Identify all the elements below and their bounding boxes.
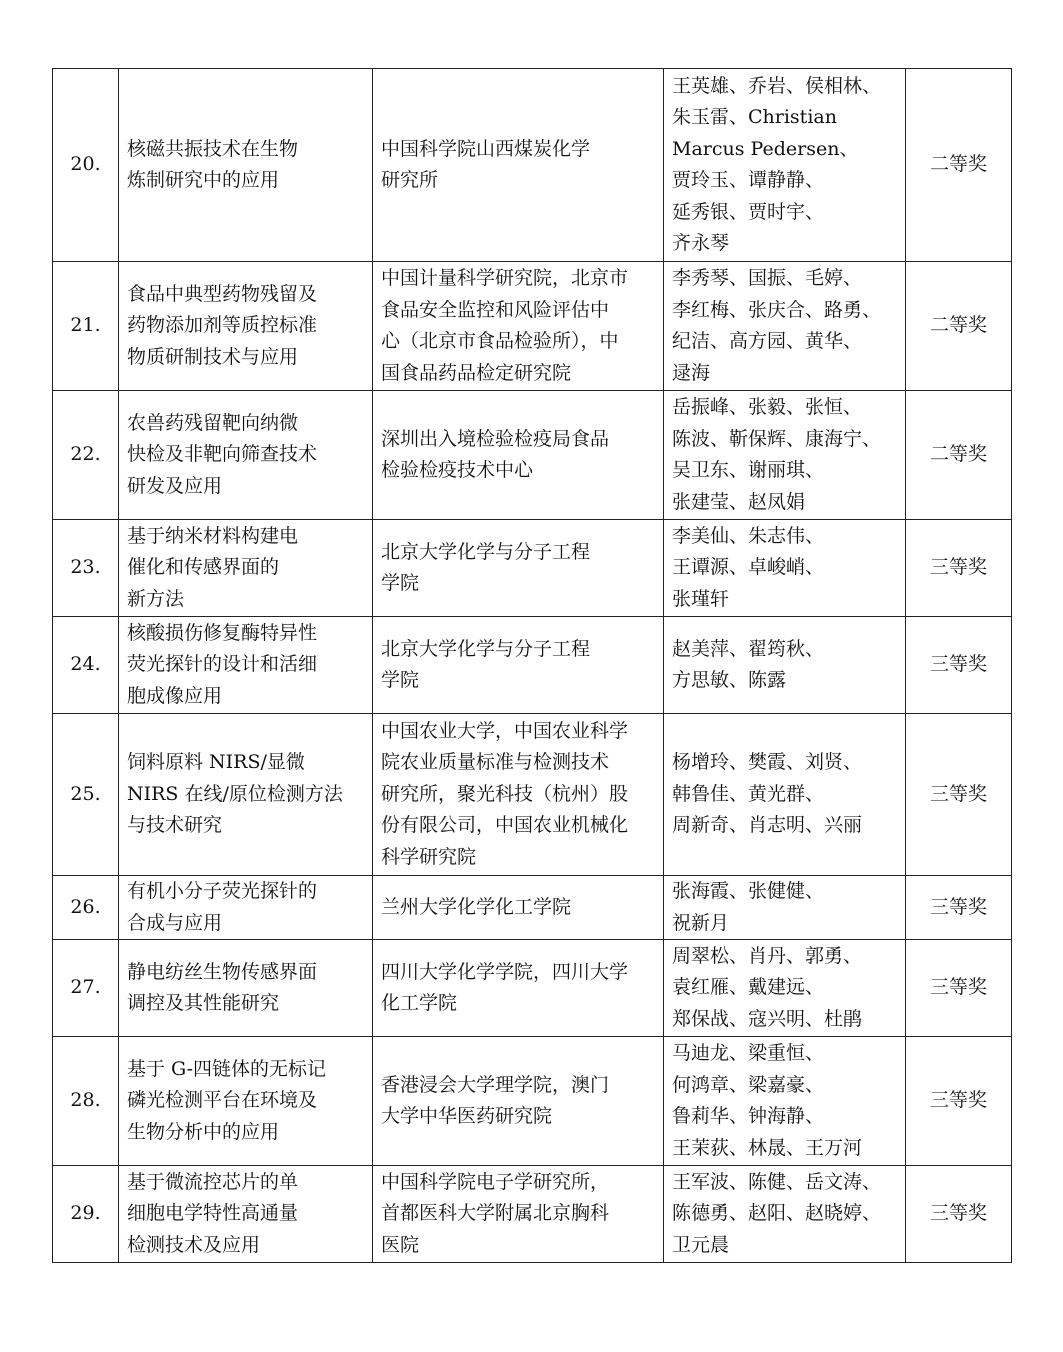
institution [373,940,664,1037]
project-title [119,714,373,876]
institution [373,876,664,940]
project-title-line: 有机小分子荧光探针的 [127,880,318,902]
institution-line: 医院 [381,1233,420,1256]
institution-line: 国食品药品检定研究院 [381,361,572,384]
project-title-line: 炼制研究中的应用 [127,169,280,191]
award-level: 三等奖 [906,1166,1012,1263]
institution-line: 香港浸会大学理学院，澳门 [381,1073,610,1096]
project-title [119,1037,373,1166]
project-title-line: 药物添加剂等质控标准 [127,314,318,337]
participants-line: 张建莹、赵凤娟 [672,490,806,513]
institution-line: 中国科学院电子学研究所， [381,1170,610,1193]
participants-line: 王英雄、乔岩、侯相林、 [672,74,882,97]
project-title-line: 研发及应用 [127,474,223,497]
participants-line: 张海霞、张健健、 [672,880,825,902]
participants [664,391,906,520]
project-title-line: 与技术研究 [127,814,223,837]
participants-line: 吴卫东、谢丽琪、 [672,459,825,481]
participants-line: 王军波、陈健、岳文涛、 [672,1170,882,1193]
project-title [119,876,373,940]
institution-line: 北京大学化学与分子工程 [381,637,591,660]
institution [373,262,664,391]
participants [664,940,906,1037]
project-title-line: 核酸损伤修复酶特异性 [127,621,318,644]
participants-line: 贾玲玉、谭静静、 [672,169,825,191]
participants-line: 郑保战、寇兴明、杜鹃 [672,1007,863,1030]
project-title-line: 饲料原料 NIRS/显微 [127,751,305,774]
project-title-line: 食品中典型药物残留及 [127,282,318,305]
row-number: 21. [53,262,119,391]
award-level: 三等奖 [906,520,1012,617]
project-title [119,391,373,520]
institution-line: 食品安全监控和风险评估中 [381,298,610,321]
project-title-line: 基于微流控芯片的单 [127,1170,299,1193]
project-title-line: 生物分析中的应用 [127,1120,280,1143]
participants [664,69,906,262]
table-row [53,262,1012,391]
project-title-line: 检测技术及应用 [127,1233,261,1256]
project-title-line: 催化和传感界面的 [127,556,280,579]
institution-line: 中国计量科学研究院，北京市 [381,267,629,289]
project-title [119,617,373,714]
row-number: 29. [53,1166,119,1263]
table-row [53,69,1012,262]
award-level: 三等奖 [906,617,1012,714]
table-row [53,940,1012,1037]
award-level: 三等奖 [906,876,1012,940]
institution-line: 研究所，聚光科技（杭州）股 [381,782,629,805]
table-row [53,1166,1012,1263]
institution-line: 检验检疫技术中心 [381,459,534,481]
institution-line: 研究所 [381,169,439,191]
project-title-line: 胞成像应用 [127,684,223,707]
institution [373,520,664,617]
institution-line: 深圳出入境检验检疫局食品 [381,427,610,450]
participants-line: Marcus Pedersen、 [672,137,859,160]
row-number: 25. [53,714,119,876]
participants [664,876,906,940]
participants-line: 陈德勇、赵阳、赵晓婷、 [672,1202,882,1225]
project-title-line: 基于 G-四链体的无标记 [127,1057,326,1080]
project-title [119,262,373,391]
table-row [53,520,1012,617]
institution-line: 心（北京市食品检验所），中 [381,330,619,352]
participants-line: 纪洁、高方园、黄华、 [672,330,863,352]
project-title-line: 磷光检测平台在环境及 [127,1089,318,1112]
table-row [53,714,1012,876]
participants-line: 赵美萍、翟筠秋、 [672,637,825,660]
participants-line: 方思敏、陈露 [672,669,787,691]
row-number: 24. [53,617,119,714]
participants-line: 杨增玲、樊霞、刘贤、 [672,751,863,774]
row-number: 22. [53,391,119,520]
table-row [53,876,1012,940]
participants [664,617,906,714]
participants [664,1166,906,1263]
participants-line: 马迪龙、梁重恒、 [672,1042,825,1064]
project-title [119,1166,373,1263]
project-title-line: 新方法 [127,587,185,610]
row-number: 20. [53,69,119,262]
table-row [53,1037,1012,1166]
participants-line: 岳振峰、张毅、张恒、 [672,396,863,418]
institution [373,391,664,520]
institution-line: 中国农业大学，中国农业科学 [381,719,629,742]
project-title-line: 荧光探针的设计和活细 [127,653,318,676]
project-title-line: 合成与应用 [127,911,223,934]
participants-line: 王谭源、卓峻峭、 [672,556,825,579]
institution-line: 学院 [381,572,420,594]
institution-line: 北京大学化学与分子工程 [381,540,591,563]
table-row [53,391,1012,520]
award-level: 二等奖 [906,262,1012,391]
institution-line: 大学中华医药研究院 [381,1105,553,1127]
project-title-line: 调控及其性能研究 [127,992,280,1014]
institution [373,714,664,876]
institution-line: 化工学院 [381,992,458,1014]
institution-line: 科学研究院 [381,845,477,868]
row-number: 27. [53,940,119,1037]
award-level: 二等奖 [906,69,1012,262]
institution-line: 兰州大学化学化工学院 [381,895,572,918]
participants [664,520,906,617]
project-title-line: 静电纺丝生物传感界面 [127,960,318,983]
award-level: 三等奖 [906,1037,1012,1166]
project-title [119,69,373,262]
row-number: 23. [53,520,119,617]
participants-line: 陈波、靳保辉、康海宁、 [672,427,882,450]
participants-line: 周新奇、肖志明、兴丽 [672,814,863,837]
participants-line: 鲁莉华、钟海静、 [672,1105,825,1127]
participants [664,1037,906,1166]
institution-line: 学院 [381,669,420,691]
institution [373,617,664,714]
institution-line: 首都医科大学附属北京胸科 [381,1202,610,1225]
award-level: 二等奖 [906,391,1012,520]
participants-line: 逯海 [672,361,711,384]
project-title-line: 细胞电学特性高通量 [127,1202,299,1225]
institution-line: 四川大学化学学院，四川大学 [381,960,629,983]
awards-table-body [53,69,1012,1263]
award-level: 三等奖 [906,714,1012,876]
project-title-line: 核磁共振技术在生物 [127,137,299,160]
institution [373,69,664,262]
awards-table [52,68,1012,1263]
participants-line: 李秀琴、国振、毛婷、 [672,267,863,289]
participants-line: 祝新月 [672,911,730,934]
row-number: 26. [53,876,119,940]
institution [373,1166,664,1263]
participants-line: 王茉荻、林晟、王万河 [672,1136,863,1159]
row-number: 28. [53,1037,119,1166]
institution [373,1037,664,1166]
participants-line: 李美仙、朱志伟、 [672,524,825,547]
participants-line: 张瑾轩 [672,587,730,610]
institution-line: 份有限公司，中国农业机械化 [381,814,629,837]
participants-line: 齐永琴 [672,232,730,254]
participants [664,262,906,391]
project-title-line: NIRS 在线/原位检测方法 [127,782,343,805]
participants-line: 袁红雁、戴建远、 [672,976,825,999]
institution-line: 院农业质量标准与检测技术 [381,751,610,774]
project-title-line: 农兽药残留靶向纳微 [127,411,299,434]
project-title-line: 基于纳米材料构建电 [127,524,299,547]
project-title [119,940,373,1037]
participants-line: 李红梅、张庆合、路勇、 [672,298,882,321]
participants-line: 周翠松、肖丹、郭勇、 [672,944,863,967]
table-row [53,617,1012,714]
participants-line: 延秀银、贾时宇、 [672,200,825,223]
institution-line: 中国科学院山西煤炭化学 [381,137,591,160]
participants [664,714,906,876]
participants-line: 韩鲁佳、黄光群、 [672,782,825,805]
award-level: 三等奖 [906,940,1012,1037]
project-title-line: 物质研制技术与应用 [127,345,299,368]
project-title [119,520,373,617]
participants-line: 何鸿章、梁嘉豪、 [672,1073,825,1096]
participants-line: 卫元晨 [672,1233,730,1256]
participants-line: 朱玉雷、Christian [672,106,837,128]
project-title-line: 快检及非靶向筛查技术 [127,443,318,466]
